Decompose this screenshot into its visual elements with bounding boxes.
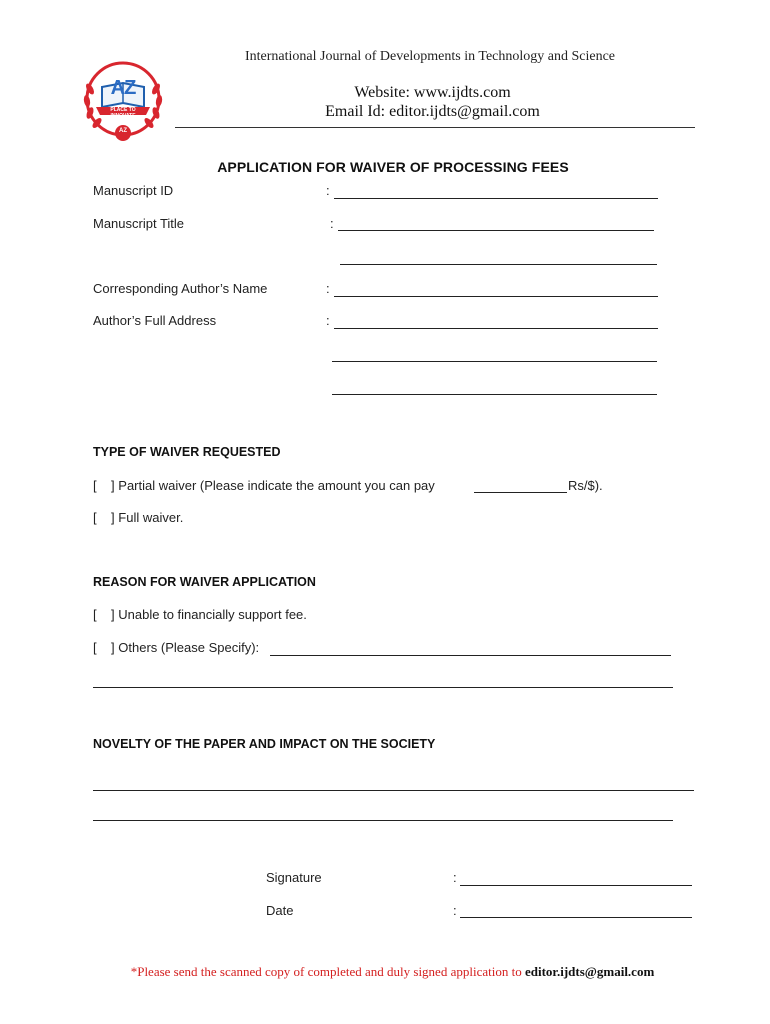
full-waiver-option[interactable]: [ ] Full waiver. — [93, 510, 184, 525]
author-address-field-line-2[interactable] — [332, 361, 657, 362]
novelty-field-line-2[interactable] — [93, 820, 673, 821]
footer-note-text: *Please send the scanned copy of completed and duly signed application to — [130, 964, 522, 979]
author-name-label: Corresponding Author’s Name — [93, 281, 268, 296]
novelty-heading: NOVELTY OF THE PAPER AND IMPACT ON THE SOCIETY — [93, 737, 436, 751]
author-address-field-line-3[interactable] — [332, 394, 657, 395]
manuscript-title-field-line-2[interactable] — [340, 264, 657, 265]
author-address-label: Author’s Full Address — [93, 313, 217, 328]
logo-letters: AZ — [110, 77, 136, 99]
reason-others-option[interactable]: [ ] Others (Please Specify): — [93, 640, 260, 655]
author-name-colon: : — [326, 281, 330, 296]
email-text: Email Id: editor.ijdts@gmail.com — [325, 103, 540, 120]
date-label: Date — [266, 903, 294, 918]
manuscript-title-field[interactable] — [338, 230, 654, 231]
footer-email[interactable]: editor.ijdts@gmail.com — [524, 964, 655, 979]
header-divider — [175, 127, 695, 128]
journal-name: International Journal of Developments in Technology and Science — [244, 49, 616, 64]
manuscript-title-colon: : — [330, 216, 334, 231]
author-address-field[interactable] — [334, 328, 658, 329]
reason-others-field[interactable] — [270, 655, 671, 656]
novelty-field[interactable] — [93, 790, 694, 791]
author-address-colon: : — [326, 313, 330, 328]
author-name-field[interactable] — [334, 296, 658, 297]
form-title: APPLICATION FOR WAIVER OF PROCESSING FEES — [217, 159, 569, 175]
manuscript-id-colon: : — [326, 183, 330, 198]
signature-colon: : — [453, 870, 457, 885]
logo-banner-text: PLACE TO INNOVATE — [110, 107, 136, 119]
partial-waiver-currency: Rs/$). — [568, 478, 603, 493]
partial-waiver-option[interactable]: [ ] Partial waiver (Please indicate the amount you can pay — [93, 478, 435, 493]
partial-waiver-amount-field[interactable] — [474, 492, 567, 493]
logo-badge-text: AZ — [119, 128, 127, 134]
reason-unable-option[interactable]: [ ] Unable to financially support fee. — [93, 607, 307, 622]
waiver-type-heading: TYPE OF WAIVER REQUESTED — [93, 445, 281, 459]
manuscript-id-label: Manuscript ID — [93, 183, 174, 198]
manuscript-title-label: Manuscript Title — [93, 216, 185, 231]
signature-field[interactable] — [460, 885, 692, 886]
signature-label: Signature — [266, 870, 322, 885]
reason-others-field-line-2[interactable] — [93, 687, 673, 688]
journal-logo — [78, 57, 168, 147]
manuscript-id-field[interactable] — [334, 198, 658, 199]
date-field[interactable] — [460, 917, 692, 918]
footer-note — [0, 964, 770, 980]
date-colon: : — [453, 903, 457, 918]
reason-heading: REASON FOR WAIVER APPLICATION — [93, 575, 316, 589]
website-text: Website: www.ijdts.com — [354, 84, 511, 101]
